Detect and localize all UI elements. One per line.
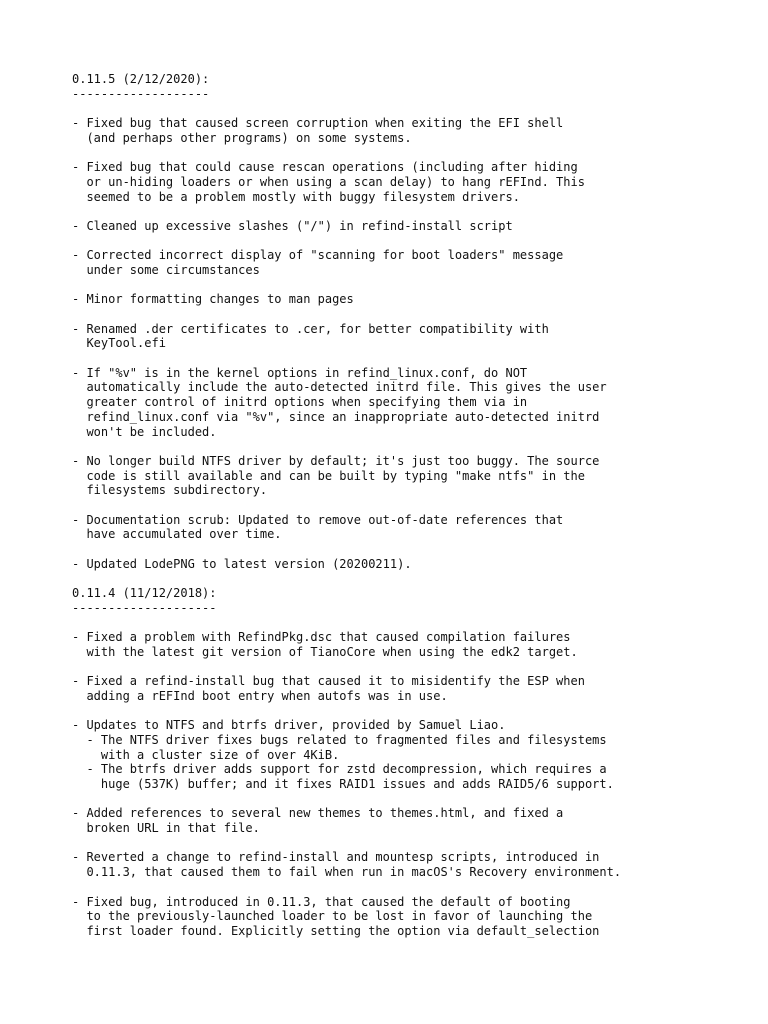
heading-underline: ------------------- <box>72 86 210 101</box>
changelog-continuation-line: or un-hiding loaders or when using a scan delay) to hang rEFInd. This <box>72 174 585 189</box>
changelog-continuation-line: seemed to be a problem mostly with buggy filesystem drivers. <box>72 189 520 204</box>
changelog-bullet-line: - Fixed a problem with RefindPkg.dsc that caused compilation failures <box>72 630 571 645</box>
changelog-continuation-line: code is still available and can be built by typing "make ntfs" in the <box>72 468 585 483</box>
blank-line <box>72 615 732 630</box>
changelog-continuation-line: huge (537K) buffer; and it fixes RAID1 issues and adds RAID5/6 support. <box>72 777 614 791</box>
blank-line <box>72 307 732 322</box>
changelog-bullet-line: - Fixed a refind-install bug that caused it to misidentify the ESP when <box>72 674 585 689</box>
blank-line <box>72 571 732 586</box>
changelog-continuation-line: to the previously-launched loader to be lost in favor of launching the <box>72 909 593 924</box>
changelog-continuation-line: greater control of initrd options when specifying them via in <box>72 395 528 410</box>
changelog-continuation-line: adding a rEFInd boot entry when autofs was in use. <box>72 688 448 703</box>
changelog-bullet-line: - Corrected incorrect display of "scanning for boot loaders" message <box>72 248 564 263</box>
changelog-continuation-line: automatically include the auto-detected initrd file. This gives the user <box>72 380 607 395</box>
blank-line <box>72 542 732 557</box>
blank-line <box>72 836 732 851</box>
changelog-continuation-line: filesystems subdirectory. <box>72 483 268 498</box>
version-heading: 0.11.4 (11/12/2018): <box>72 586 217 601</box>
heading-underline: -------------------- <box>72 600 217 615</box>
blank-line <box>72 498 732 513</box>
blank-line <box>72 439 732 454</box>
changelog-bullet-line: - The NTFS driver fixes bugs related to fragmented files and filesystems <box>72 732 607 747</box>
changelog-continuation-line: broken URL in that file. <box>72 821 260 836</box>
changelog-bullet-line: - Minor formatting changes to man pages <box>72 292 354 307</box>
blank-line <box>72 792 732 807</box>
blank-line <box>72 660 732 675</box>
changelog-bullet-line: - Reverted a change to refind-install and mountesp scripts, introduced in <box>72 850 600 865</box>
blank-line <box>72 204 732 219</box>
changelog-bullet-line: - Updated LodePNG to latest version (20200211). <box>72 556 412 571</box>
changelog-bullet-line: - If "%v" is in the kernel options in refind_linux.conf, do NOT <box>72 365 528 380</box>
blank-line <box>72 351 732 366</box>
changelog-bullet-line: - No longer build NTFS driver by default; it's just too buggy. The source <box>72 453 600 468</box>
changelog-continuation-line: have accumulated over time. <box>72 527 282 542</box>
version-heading: 0.11.5 (2/12/2020): <box>72 72 210 86</box>
blank-line <box>72 234 732 249</box>
blank-line <box>72 880 732 895</box>
changelog-bullet-line: - Renamed .der certificates to .cer, for better compatibility with <box>72 321 549 336</box>
changelog-continuation-line: under some circumstances <box>72 262 260 277</box>
changelog-continuation-line: first loader found. Explicitly setting the option via default_selection <box>72 923 600 938</box>
changelog-continuation-line: KeyTool.efi <box>72 336 166 351</box>
blank-line <box>72 145 732 160</box>
changelog-bullet-line: - Fixed bug, introduced in 0.11.3, that caused the default of booting <box>72 894 571 909</box>
document-body <box>72 72 732 939</box>
changelog-continuation-line: with the latest git version of TianoCore when using the edk2 target. <box>72 644 578 659</box>
changelog-bullet-line: - Fixed bug that could cause rescan operations (including after hiding <box>72 160 578 175</box>
changelog-bullet-line: - Documentation scrub: Updated to remove out-of-date references that <box>72 512 564 527</box>
changelog-bullet-line: - Added references to several new themes to themes.html, and fixed a <box>72 806 564 821</box>
blank-line <box>72 101 732 116</box>
changelog-bullet-line: - Fixed bug that caused screen corruption when exiting the EFI shell <box>72 116 564 131</box>
blank-line <box>72 704 732 719</box>
changelog-continuation-line: with a cluster size of over 4KiB. <box>72 747 340 762</box>
changelog-continuation-line: won't be included. <box>72 424 217 439</box>
changelog-bullet-line: - Cleaned up excessive slashes ("/") in refind-install script <box>72 218 513 233</box>
changelog-continuation-line: (and perhaps other programs) on some systems. <box>72 130 412 145</box>
changelog-bullet-line: - The btrfs driver adds support for zstd decompression, which requires a <box>72 762 607 777</box>
changelog-bullet-line: - Updates to NTFS and btrfs driver, provided by Samuel Liao. <box>72 718 506 733</box>
changelog-continuation-line: refind_linux.conf via "%v", since an inappropriate auto-detected initrd <box>72 409 600 424</box>
changelog-continuation-line: 0.11.3, that caused them to fail when run in macOS's Recovery environment. <box>72 865 622 880</box>
blank-line <box>72 278 732 293</box>
